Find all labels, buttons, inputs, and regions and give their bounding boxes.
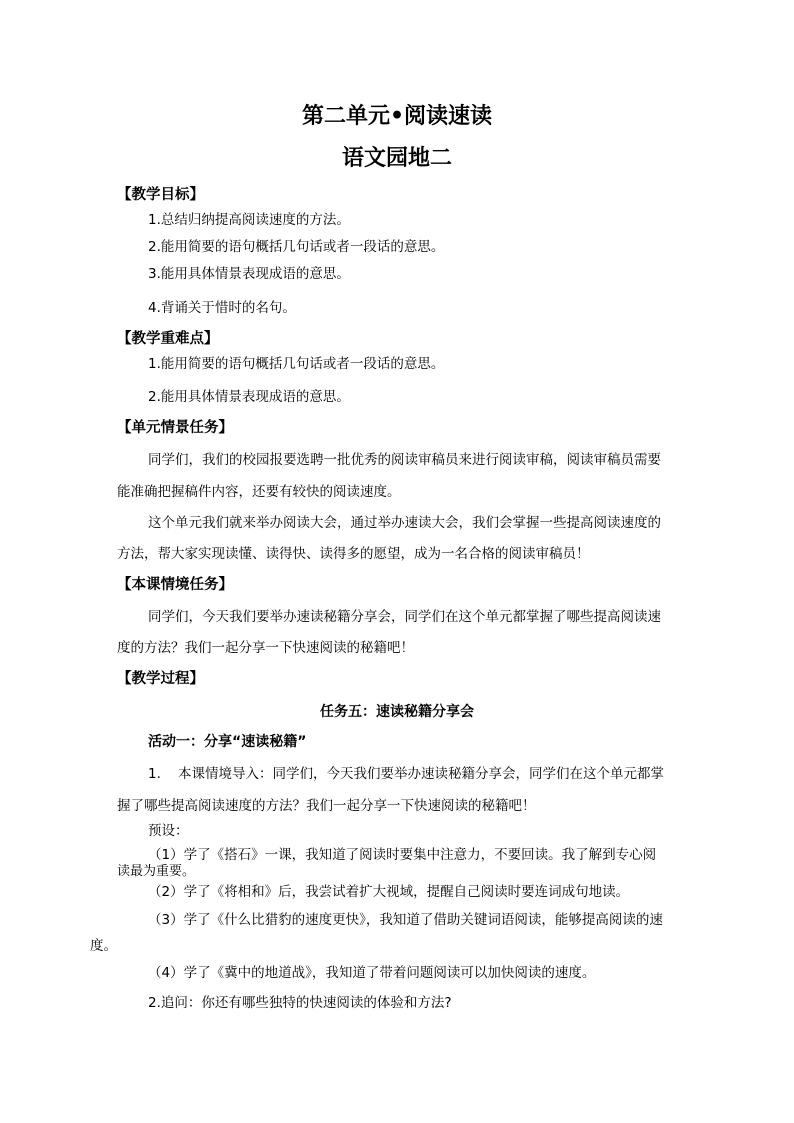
- preset-item: （1）学了《搭石》一课，我知道了阅读时要集中注意力，不要回读。我了解到专心阅: [148, 847, 657, 863]
- keypoints-heading: 【教学重难点】: [117, 331, 219, 347]
- task-title: 任务五：速读秘籍分享会: [320, 704, 474, 720]
- lesson-task-text: 同学们，今天我们要举办速读秘籍分享会，同学们在这个单元都掌握了哪些提高阅读速: [148, 609, 661, 625]
- lesson-title: 语文园地二: [341, 145, 452, 171]
- goal-item: 2.能用简要的语句概括几句话或者一段话的意思。: [148, 239, 445, 255]
- keypoint-item: 2.能用具体情景表现成语的意思。: [148, 389, 350, 405]
- lesson-task-text: 度的方法？我们一起分享一下快速阅读的秘籍吧！: [117, 640, 414, 656]
- preset-item: （2）学了《将相和》后，我尝试着扩大视域，提醒自己阅读时要连词成句地读。: [148, 884, 630, 900]
- preset-item: （4）学了《冀中的地道战》，我知道了带着问题阅读可以加快阅读的速度。: [148, 965, 596, 981]
- process-heading: 【教学过程】: [117, 671, 204, 687]
- goals-heading: 【教学目标】: [117, 187, 204, 203]
- process-item: 2.追问：你还有哪些独特的快速阅读的体验和方法?: [148, 995, 452, 1011]
- preset-label: 预设：: [148, 823, 189, 839]
- unit-task-heading: 【单元情景任务】: [117, 420, 233, 436]
- unit-title: 第二单元•阅读速读: [301, 103, 493, 129]
- unit-task-text: 这个单元我们就来举办阅读大会，通过举办速读大会，我们会掌握一些提高阅读速度的: [148, 515, 661, 531]
- preset-item: 读最为重要。: [117, 864, 196, 879]
- goal-item: 1.总结归纳提高阅读速度的方法。: [148, 212, 350, 228]
- preset-item: 度。: [90, 938, 117, 954]
- goal-item: 4.背诵关于惜时的名句。: [148, 300, 296, 316]
- unit-task-text: 同学们，我们的校园报要选聘一批优秀的阅读审稿员来进行阅读审稿，阅读审稿员需要: [148, 452, 661, 468]
- process-item: 握了哪些提高阅读速度的方法？我们一起分享一下快速阅读的秘籍吧！: [117, 798, 536, 814]
- preset-item: （3）学了《什么比猎豹的速度更快》，我知道了借助关键词语阅读，能够提高阅读的速: [148, 912, 663, 928]
- unit-task-text: 方法，帮大家实现读懂、读得快、读得多的愿望，成为一名合格的阅读审稿员！: [117, 546, 590, 562]
- lesson-task-heading: 【本课情境任务】: [117, 577, 233, 593]
- activity-title: 活动一：分享“速读秘籍”: [148, 734, 307, 750]
- keypoint-item: 1.能用简要的语句概括几句话或者一段话的意思。: [148, 356, 445, 372]
- process-item: 1. 本课情境导入：同学们，今天我们要举办速读秘籍分享会，同学们在这个单元都掌: [148, 766, 665, 782]
- unit-task-text: 能准确把握稿件内容，还要有较快的阅读速度。: [117, 484, 401, 500]
- goal-item: 3.能用具体情景表现成语的意思。: [148, 266, 350, 282]
